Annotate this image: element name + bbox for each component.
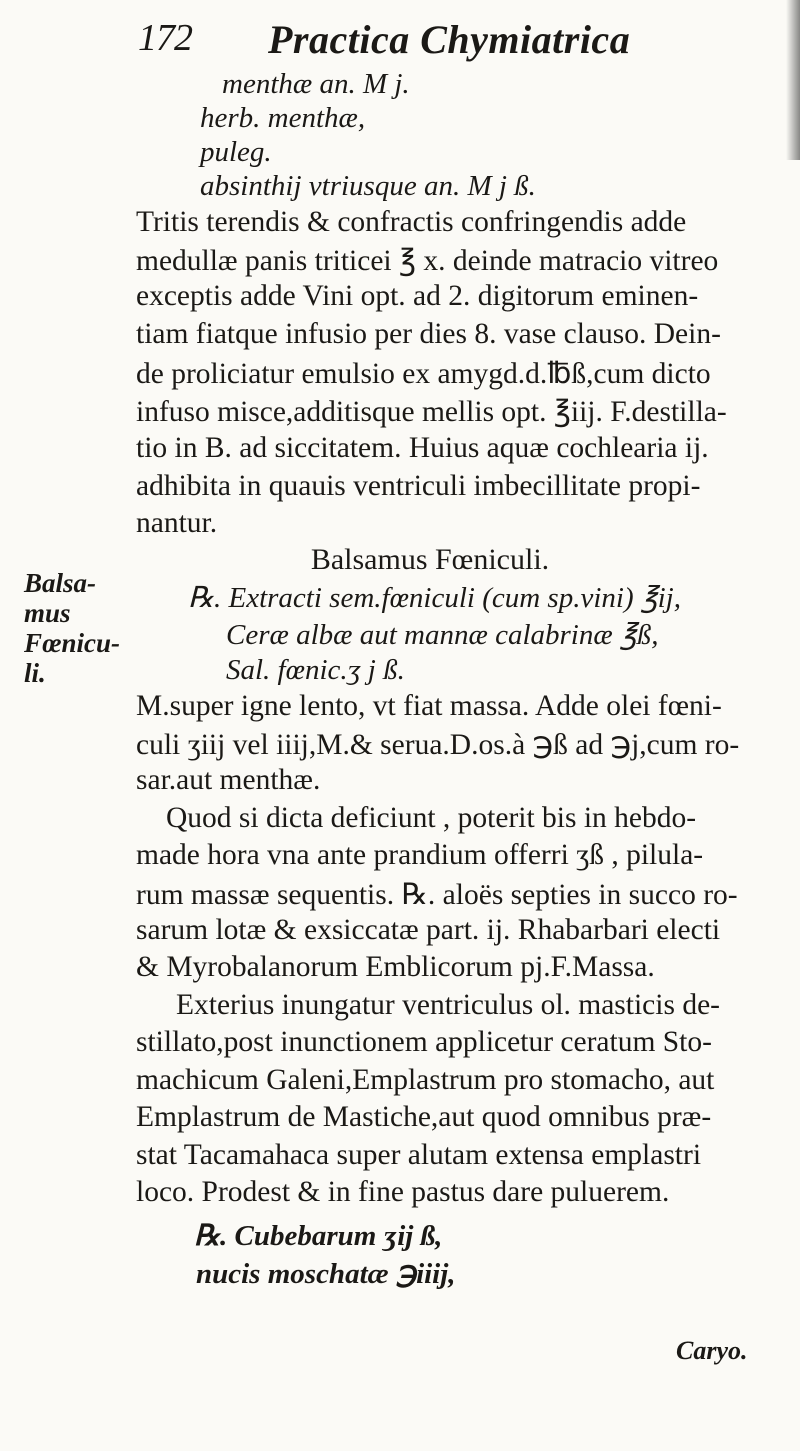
text-line: loco. Prodest & in fine pastus dare puluerem. xyxy=(136,1176,670,1208)
recipe-line: nucis moschatæ ℈iiij, xyxy=(196,1258,456,1290)
text-line: sarum lotæ & exsiccatæ part. ij. Rhabarbari electi xyxy=(136,914,721,946)
margin-note-line: mus xyxy=(24,598,71,628)
text-line: de proliciatur emulsio ex amygd.d.℔ß,cum dicto xyxy=(136,358,711,390)
recipe-line: ℞. Extracti sem.fœniculi (cum sp.vini) ℥ij, xyxy=(188,582,681,614)
margin-note-line: Fœnicu- xyxy=(24,628,121,658)
text-line: Quod si dicta deficiunt , poterit bis in hebdo- xyxy=(166,802,697,834)
margin-note xyxy=(24,568,120,688)
page-number: 172 xyxy=(138,17,192,59)
recipe-line: ℞. Cubebarum ʒij ß, xyxy=(194,1220,443,1252)
text-line: rum massæ sequentis. ℞. aloës septies in succo ro- xyxy=(136,879,738,911)
text-line: infuso misce,additisque mellis opt. ℥iij. F.destilla- xyxy=(136,396,727,428)
text-line: sar.aut menthæ. xyxy=(136,764,321,796)
text-line: exceptis adde Vini opt. ad 2. digitorum eminen- xyxy=(136,280,699,312)
recipe-line: Ceræ albæ aut mannæ calabrinæ ℥ß, xyxy=(226,619,659,651)
text-line: stat Tacamahaca super alutam extensa emplastri xyxy=(136,1139,702,1171)
recipe-title: Balsamus Fœniculi. xyxy=(310,543,550,576)
running-title: Practica Chymiatrica xyxy=(268,17,631,62)
text-line: M.super igne lento, vt fiat massa. Adde olei fœni- xyxy=(136,690,722,722)
ingredient-line: herb. menthæ, xyxy=(200,102,366,134)
text-line: Emplastrum de Mastiche,aut quod omnibus præ- xyxy=(136,1101,712,1133)
ingredient-line: puleg. xyxy=(200,136,272,168)
catchword: Caryo. xyxy=(676,1336,748,1365)
text-line: & Myrobalanorum Emblicorum pj.F.Massa. xyxy=(136,951,655,983)
recipe-line: Sal. fœnic.ʒ j ß. xyxy=(226,654,405,686)
text-line: tio in B. ad siccitatem. Huius aquæ cochlearia ij. xyxy=(136,432,709,464)
text-line: adhibita in quauis ventriculi imbecillitate propi- xyxy=(136,470,701,502)
ingredient-line: menthæ an. M j. xyxy=(222,68,410,100)
text-line: medullæ panis triticei ℥ x. deinde matracio vitreo xyxy=(136,245,719,277)
text-line: machicum Galeni,Emplastrum pro stomacho, aut xyxy=(136,1064,715,1096)
margin-note-line: Balsa- xyxy=(24,568,97,598)
text-line: Exterius inungatur ventriculus ol. masticis de- xyxy=(176,989,720,1021)
ingredient-line: absinthij vtriusque an. M j ß. xyxy=(200,170,536,202)
text-line: Tritis terendis & confractis confringendis adde xyxy=(136,206,687,238)
text-line: made hora vna ante prandium offerri ʒß , pilula- xyxy=(136,839,704,871)
margin-note-line: li. xyxy=(24,658,46,688)
text-line: nantur. xyxy=(136,507,218,539)
text-line: stillato,post inunctionem applicetur ceratum Sto- xyxy=(136,1026,712,1058)
text-line: tiam fiatque infusio per dies 8. vase clauso. Dein- xyxy=(136,318,721,350)
page-header xyxy=(0,16,800,66)
text-line: culi ʒiij vel iiij,M.& serua.D.os.à ℈ß ad ℈j,cum ro- xyxy=(136,729,740,761)
